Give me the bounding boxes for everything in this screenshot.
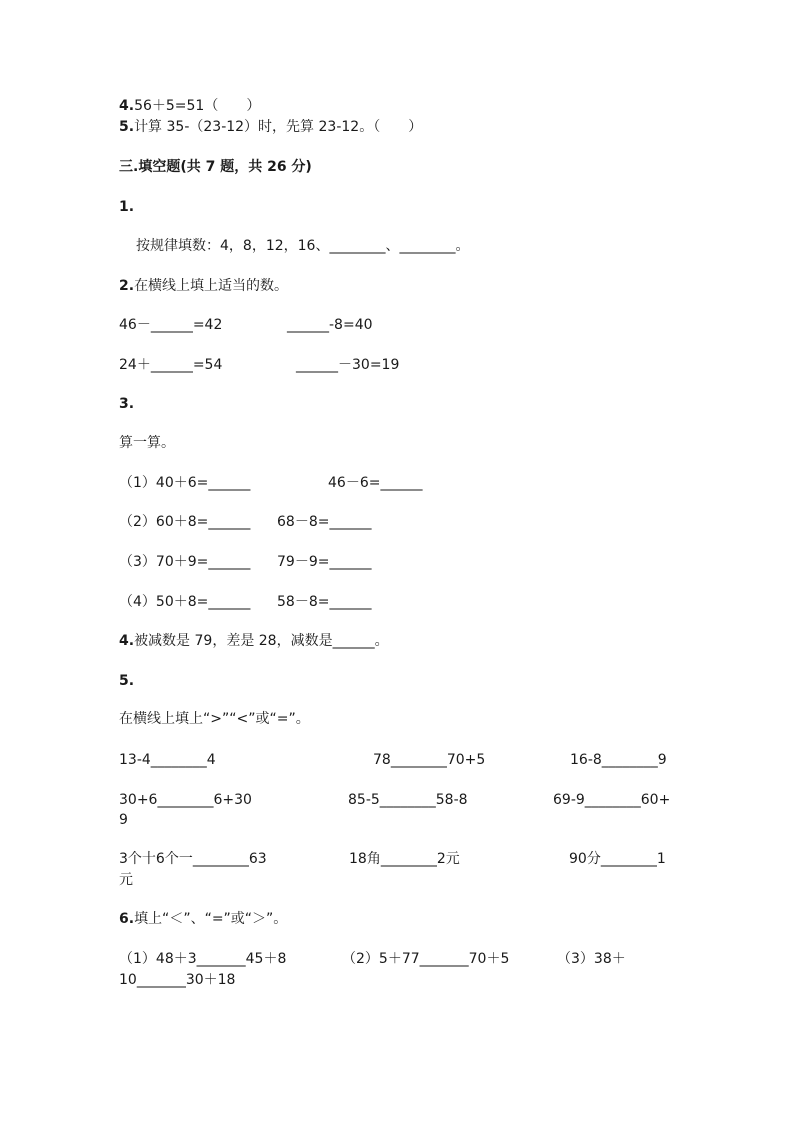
- fill-q3-item-2b: 68－8=______: [277, 514, 372, 530]
- fill-q5-item-3c-wrap: 元: [119, 872, 133, 888]
- judge-q5-text: 计算 35-（23-12）时，先算 23-12。（ ）: [134, 119, 423, 135]
- fill-q5-item-3c: 90分________1: [569, 851, 666, 867]
- fill-q3-intro: 算一算。: [119, 435, 175, 451]
- fill-q6: [119, 909, 287, 929]
- fill-q5-item-2b: 85-5________58-8: [348, 792, 468, 808]
- fill-q3-item-1b: 46－6=______: [328, 475, 423, 491]
- fill-q6-item-3-wrap: 10_______30＋18: [119, 972, 236, 988]
- fill-q2-item-4: ______－30=19: [296, 357, 400, 373]
- fill-q3-item-2a: （2）60＋8=______: [119, 514, 251, 530]
- fill-q4-number: 4.: [119, 633, 135, 649]
- judge-q5-number: 5.: [119, 119, 135, 135]
- section3-title: 三.填空题(共 7 题，共 26 分): [119, 159, 312, 175]
- fill-q5-item-2c-wrap: 9: [119, 812, 128, 828]
- fill-q2-item-2: ______-8=40: [287, 317, 373, 333]
- fill-q6-number: 6.: [119, 911, 135, 927]
- judge-q4-text: 56＋5=51（ ）: [134, 98, 261, 114]
- fill-q6-text: 填上“＜”、“=”或“＞”。: [134, 911, 288, 927]
- fill-q5-item-2c: 69-9________60+: [553, 792, 671, 808]
- fill-q3-item-4a: （4）50＋8=______: [119, 594, 251, 610]
- judge-q5: [119, 117, 422, 137]
- fill-q2-number: 2.: [119, 278, 135, 294]
- fill-q1-number: 1.: [119, 199, 135, 215]
- fill-q5-item-2a: 30+6________6+30: [119, 792, 252, 808]
- fill-q4: [119, 631, 389, 651]
- fill-q3-item-1a: （1）40＋6=______: [119, 475, 251, 491]
- fill-q3-item-3b: 79－9=______: [277, 554, 372, 570]
- fill-q1-text: 按规律填数：4，8，12，16、________、________。: [136, 238, 470, 254]
- fill-q6-item-2: （2）5＋77_______70＋5: [342, 951, 510, 967]
- fill-q5-item-1b: 78________70+5: [373, 752, 486, 768]
- fill-q2: [119, 276, 288, 296]
- fill-q5-item-3b: 18角________2元: [349, 851, 460, 867]
- judge-q4-number: 4.: [119, 98, 135, 114]
- fill-q4-text: 被减数是 79，差是 28，减数是______。: [134, 633, 389, 649]
- fill-q5-item-3a: 3个十6个一________63: [119, 851, 267, 867]
- fill-q6-item-3: （3）38＋: [557, 951, 626, 967]
- fill-q5-item-1c: 16-8________9: [570, 752, 667, 768]
- fill-q3-number: 3.: [119, 396, 135, 412]
- fill-q5-intro: 在横线上填上“>”“<”或“=”。: [119, 711, 310, 727]
- fill-q3-item-4b: 58－8=______: [277, 594, 372, 610]
- fill-q6-item-1: （1）48＋3_______45＋8: [119, 951, 287, 967]
- fill-q5-item-1a: 13-4________4: [119, 752, 216, 768]
- fill-q2-text: 在横线上填上适当的数。: [134, 278, 289, 294]
- judge-q4: [119, 96, 260, 116]
- fill-q2-item-3: 24＋______=54: [119, 357, 223, 373]
- fill-q2-item-1: 46－______=42: [119, 317, 223, 333]
- fill-q3-item-3a: （3）70＋9=______: [119, 554, 251, 570]
- fill-q5-number: 5.: [119, 673, 135, 689]
